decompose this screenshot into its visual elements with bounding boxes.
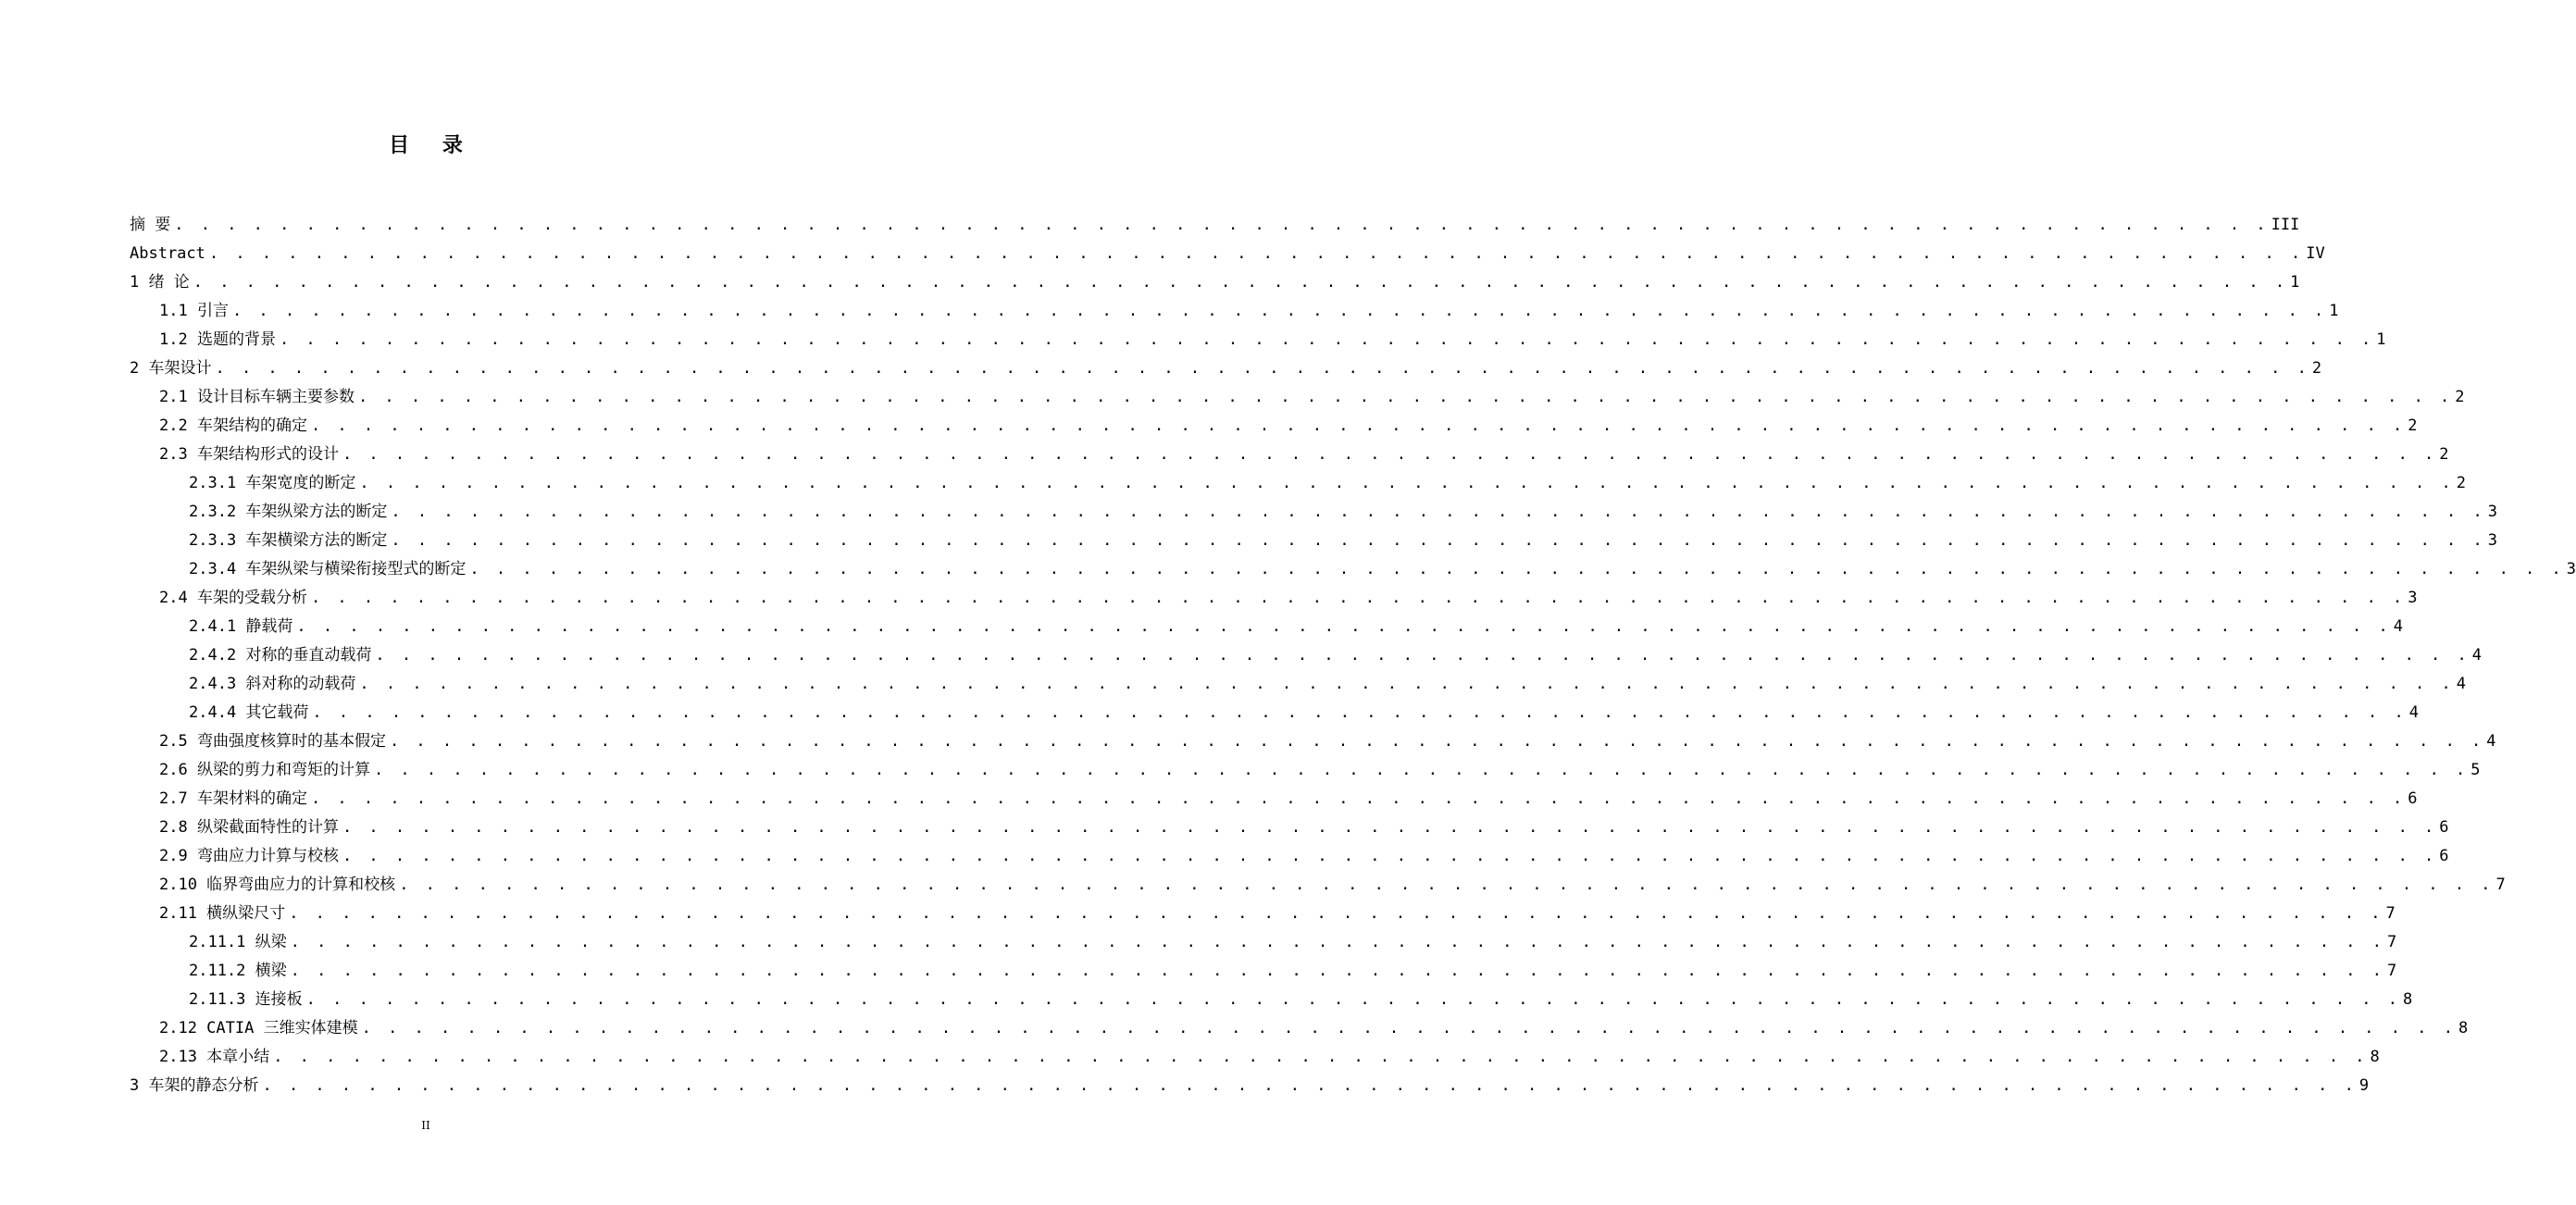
toc-entry[interactable] <box>130 613 2404 641</box>
toc-entry-label: 2.11.3 连接板 <box>189 990 303 1009</box>
dot-leader: . . . . . . . . . . . . . . . . . . . . . . . . . . . . . . . . . . . . . . . . . . . . . . . . . . . . . . . . . . . . . . . . . . . . . . . . . . . . . . . . <box>391 531 2486 550</box>
toc-entry-page: 3 <box>2487 503 2498 521</box>
toc-entry-page: 2 <box>2439 445 2449 464</box>
toc-entry[interactable] <box>130 957 2397 986</box>
toc-entry-page: 4 <box>2471 646 2483 665</box>
dot-leader: . . . . . . . . . . . . . . . . . . . . . . . . . . . . . . . . . . . . . . . . . . . . . . . . . . . . . . . . . . . . . . . . . . . . . . . . . . . . . . . . <box>290 962 2385 980</box>
toc-entry-page: 3 <box>2487 531 2498 550</box>
toc-entry-page: 7 <box>2387 962 2397 980</box>
toc-entry-label: 1 绪 论 <box>130 273 190 292</box>
toc-entry[interactable] <box>130 814 2449 842</box>
toc-entry[interactable] <box>130 641 2483 670</box>
toc-entry-label: 2.3 车架结构形式的设计 <box>159 445 339 464</box>
toc-entry-label: 2.1 设计目标车辆主要参数 <box>159 388 355 406</box>
toc-entry-label: 2.3.4 车架纵梁与横梁衔接型式的断定 <box>189 560 467 578</box>
dot-leader: . . . . . . . . . . . . . . . . . . . . . . . . . . . . . . . . . . . . . . . . . . . . . . . . . . . . . . . . . . . . . . . . . . . . . . . . . . . . . . . . <box>373 761 2470 779</box>
toc-entry-page: 4 <box>2393 617 2404 636</box>
toc-entry-label: 2.2 车架结构的确定 <box>159 416 307 435</box>
dot-leader: . . . . . . . . . . . . . . . . . . . . . . . . . . . . . . . . . . . . . . . . . . . . . . . . . . . . . . . . . . . . . . . . . . . . . . . . . . . . . . . . <box>359 474 2455 492</box>
toc-entry[interactable] <box>130 441 2449 469</box>
dot-leader: . . . . . . . . . . . . . . . . . . . . . . . . . . . . . . . . . . . . . . . . . . . . . . . . . . . . . . . . . . . . . . . . . . . . . . . . . . . . . . . . <box>310 589 2407 607</box>
dot-leader: . . . . . . . . . . . . . . . . . . . . . . . . . . . . . . . . . . . . . . . . . . . . . . . . . . . . . . . . . . . . . . . . . . . . . . . . . . . . . . . . <box>469 560 2565 578</box>
toc-entry[interactable] <box>130 1014 2469 1043</box>
toc-entry[interactable] <box>130 1043 2380 1072</box>
toc-entry-label: 2.11.2 横梁 <box>189 962 287 980</box>
toc-entry-label: 2.13 本章小结 <box>159 1048 270 1066</box>
toc-entry[interactable] <box>130 785 2418 814</box>
page-number: II <box>421 1119 430 1132</box>
toc-entry[interactable] <box>130 871 2506 900</box>
dot-leader: . . . . . . . . . . . . . . . . . . . . . . . . . . . . . . . . . . . . . . . . . . . . . . . . . . . . . . . . . . . . . . . . . . . . . . . . . . . . . . . . <box>359 675 2455 693</box>
toc-entry-label: 2 车架设计 <box>130 359 212 378</box>
dot-leader: . . . . . . . . . . . . . . . . . . . . . . . . . . . . . . . . . . . . . . . . . . . . . . . . . . . . . . . . . . . . . . . . . . . . . . . . . . . . . . . . <box>342 445 2438 464</box>
toc-entry-label: 2.4.1 静载荷 <box>189 617 293 636</box>
toc-entry-page: 2 <box>2455 388 2465 406</box>
toc-entry-page: 2 <box>2456 474 2467 492</box>
toc-entry-page: 8 <box>2370 1048 2380 1066</box>
toc-entry-page: 2 <box>2311 359 2322 378</box>
toc-entry-label: 2.10 临界弯曲应力的计算和校核 <box>159 876 396 894</box>
dot-leader: . . . . . . . . . . . . . . . . . . . . . . . . . . . . . . . . . . . . . . . . . . . . . . . . . . . . . . . . . . . . . . . . . . . . . . . . . . . . . . . . <box>279 330 2375 349</box>
toc-entry[interactable] <box>130 498 2498 527</box>
toc-entry-page: IV <box>2306 244 2325 263</box>
toc-entry[interactable] <box>130 986 2413 1014</box>
toc-entry-page: 1 <box>2329 302 2339 320</box>
toc-entry-page: III <box>2271 216 2300 234</box>
toc-entry-label: 2.4.4 其它载荷 <box>189 703 309 722</box>
dot-leader: . . . . . . . . . . . . . . . . . . . . . . . . . . . . . . . . . . . . . . . . . . . . . . . . . . . . . . . . . . . . . . . . . . . . . . . . . . . . . . . . <box>290 933 2385 951</box>
toc-entry-page: 6 <box>2408 789 2418 808</box>
toc-entry[interactable] <box>130 1072 2370 1100</box>
toc-entry-page: 7 <box>2495 876 2506 894</box>
toc-entry-label: 2.7 车架材料的确定 <box>159 789 307 808</box>
toc-entry-label: 1.1 引言 <box>159 302 229 320</box>
toc-entry-label: 2.8 纵梁截面特性的计算 <box>159 818 339 837</box>
dot-leader: . . . . . . . . . . . . . . . . . . . . . . . . . . . . . . . . . . . . . . . . . . . . . . . . . . . . . . . . . . . . . . . . . . . . . . . . . . . . . . . . <box>357 388 2454 406</box>
dot-leader: . . . . . . . . . . . . . . . . . . . . . . . . . . . . . . . . . . . . . . . . . . . . . . . . . . . . . . . . . . . . . . . . . . . . . . . . . . . . . . . . <box>273 1048 2369 1066</box>
toc-entry-label: 2.12 CATIA 三维实体建模 <box>159 1019 358 1037</box>
toc-entry[interactable] <box>130 670 2467 699</box>
toc-entry[interactable] <box>130 354 2322 383</box>
toc-entry[interactable] <box>130 584 2418 613</box>
toc-entry[interactable] <box>130 469 2467 498</box>
dot-leader: . . . . . . . . . . . . . . . . . . . . . . . . . . . . . . . . . . . . . . . . . . . . . . . . . . . . . . . . . . . . . . . . . . . . . . . . . . . . . . . . <box>391 503 2486 521</box>
toc-entry-label: 1.2 选题的背景 <box>159 330 276 349</box>
toc-entry-page: 8 <box>2403 990 2413 1009</box>
dot-leader: . . . . . . . . . . . . . . . . . . . . . . . . . . . . . . . . . . . . . . . . . . . . . . . . . . . . . . . . . . . . . . . . . . . . . . . . . . . . . . . . <box>342 847 2438 865</box>
dot-leader: . . . . . . . . . . . . . . . . . . . . . . . . . . . . . . . . . . . . . . . . . . . . . . . . . . . . . . . . . . . . . . . . . . . . . . . . . . . . . . . . <box>361 1019 2457 1037</box>
toc-entry-page: 3 <box>2566 560 2576 578</box>
toc-entry[interactable] <box>130 268 2300 297</box>
toc-entry-page: 7 <box>2387 933 2397 951</box>
toc-entry[interactable] <box>130 383 2465 412</box>
toc-entry[interactable] <box>130 900 2396 928</box>
dot-leader: . . . . . . . . . . . . . . . . . . . . . . . . . . . . . . . . . . . . . . . . . . . . . . . . . . . . . . . . . . . . . . . . . . . . . . . . . . . . . . . . <box>296 617 2392 636</box>
dot-leader: . . . . . . . . . . . . . . . . . . . . . . . . . . . . . . . . . . . . . . . . . . . . . . . . . . . . . . . . . . . . . . . . . . . . . . . . . . . . . . . . <box>305 990 2401 1009</box>
toc-entry-label: 2.3.1 车架宽度的断定 <box>189 474 356 492</box>
dot-leader: . . . . . . . . . . . . . . . . . . . . . . . . . . . . . . . . . . . . . . . . . . . . . . . . . . . . . . . . . . . . . . . . . . . . . . . . . . . . . . . . <box>208 244 2305 263</box>
toc-entry-label: Abstract <box>130 244 205 263</box>
dot-leader: . . . . . . . . . . . . . . . . . . . . . . . . . . . . . . . . . . . . . . . . . . . . . . . . . . . . . . . . . . . . . . . . . . . . . . . . . . . . . . . . <box>215 359 2310 378</box>
dot-leader: . . . . . . . . . . . . . . . . . . . . . . . . . . . . . . . . . . . . . . . . . . . . . . . . . . . . . . . . . . . . . . . . . . . . . . . . . . . . . . . . <box>262 1076 2358 1095</box>
toc-entry-page: 4 <box>2486 732 2496 751</box>
toc-entry[interactable] <box>130 326 2386 354</box>
toc-entry-page: 4 <box>2456 675 2467 693</box>
dot-leader: . . . . . . . . . . . . . . . . . . . . . . . . . . . . . . . . . . . . . . . . . . . . . . . . . . . . . . . . . . . . . . . . . . . . . . . . . . . . . . . . <box>375 646 2470 665</box>
toc-entry-page: 5 <box>2470 761 2481 779</box>
toc-entry-label: 2.4 车架的受载分析 <box>159 589 307 607</box>
toc-entry-label: 2.6 纵梁的剪力和弯矩的计算 <box>159 761 370 779</box>
toc-entry-label: 3 车架的静态分析 <box>130 1076 259 1095</box>
toc-entry-page: 1 <box>2290 273 2300 292</box>
toc-entry-page: 3 <box>2408 589 2418 607</box>
dot-leader: . . . . . . . . . . . . . . . . . . . . . . . . . . . . . . . . . . . . . . . . . . . . . . . . . . . . . . . . . . . . . . . . . . . . . . . . . . . . . . . . <box>312 703 2408 722</box>
toc-entry-page: 2 <box>2408 416 2418 435</box>
toc-entry[interactable] <box>130 928 2397 957</box>
toc-entry-page: 6 <box>2439 818 2449 837</box>
dot-leader: . . . . . . . . . . . . . . . . . . . . . . . . . . . . . . . . . . . . . . . . . . . . . . . . . . . . . . . . . . . . . . . . . . . . . . . . . . . . . . . . <box>310 789 2407 808</box>
toc-entry-label: 2.11.1 纵梁 <box>189 933 287 951</box>
toc-entry-label: 2.3.3 车架横梁方法的断定 <box>189 531 388 550</box>
toc-entry[interactable] <box>130 699 2420 727</box>
toc-entry-page: 7 <box>2385 904 2396 923</box>
dot-leader: . . . . . . . . . . . . . . . . . . . . . . . . . . . . . . . . . . . . . . . . . . . . . . . . . . . . . . . . . . . . . . . . . . . . . . . . . . . . . . . . <box>399 876 2495 894</box>
dot-leader: . . . . . . . . . . . . . . . . . . . . . . . . . . . . . . . . . . . . . . . . . . . . . . . . . . . . . . . . . . . . . . . . . . . . . . . . . . . . . . . . <box>289 904 2384 923</box>
table-of-contents <box>130 211 2576 1100</box>
dot-leader: . . . . . . . . . . . . . . . . . . . . . . . . . . . . . . . . . . . . . . . . . . . . . . . . . . . . . . . . . . . . . . . . . . . . . . . . . . . . . . . . <box>231 302 2328 320</box>
toc-entry-page: 6 <box>2439 847 2449 865</box>
toc-entry[interactable] <box>130 211 2300 240</box>
toc-entry[interactable] <box>130 842 2449 871</box>
toc-entry[interactable] <box>130 756 2481 785</box>
toc-entry[interactable] <box>130 412 2418 441</box>
toc-entry-label: 摘 要 <box>130 216 171 234</box>
toc-entry-page: 8 <box>2458 1019 2469 1037</box>
toc-entry-label: 2.4.2 对称的垂直动载荷 <box>189 646 372 665</box>
toc-entry-page: 1 <box>2376 330 2386 349</box>
page-title: 目 录 <box>389 134 476 157</box>
toc-entry-page: 4 <box>2408 703 2420 722</box>
dot-leader: . . . . . . . . . . . . . . . . . . . . . . . . . . . . . . . . . . . . . . . . . . . . . . . . . . . . . . . . . . . . . . . . . . . . . . . . . . . . . . . . <box>342 818 2438 837</box>
toc-entry-label: 2.4.3 斜对称的动载荷 <box>189 675 356 693</box>
dot-leader: . . . . . . . . . . . . . . . . . . . . . . . . . . . . . . . . . . . . . . . . . . . . . . . . . . . . . . . . . . . . . . . . . . . . . . . . . . . . . . . . <box>193 273 2289 292</box>
dot-leader: . . . . . . . . . . . . . . . . . . . . . . . . . . . . . . . . . . . . . . . . . . . . . . . . . . . . . . . . . . . . . . . . . . . . . . . . . . . . . . . . <box>310 416 2407 435</box>
toc-entry-label: 2.11 横纵梁尺寸 <box>159 904 286 923</box>
toc-entry[interactable] <box>130 555 2576 584</box>
dot-leader: . . . . . . . . . . . . . . . . . . . . . . . . . . . . . . . . . . . . . . . . . . . . . . . . . . . . . . . . . . . . . . . . . . . . . . . . . . . . . . . . <box>389 732 2485 751</box>
toc-entry-label: 2.9 弯曲应力计算与校核 <box>159 847 339 865</box>
toc-entry[interactable] <box>130 727 2496 756</box>
toc-entry[interactable] <box>130 527 2498 555</box>
toc-entry-label: 2.3.2 车架纵梁方法的断定 <box>189 503 388 521</box>
toc-entry[interactable] <box>130 240 2325 268</box>
dot-leader: . . . . . . . . . . . . . . . . . . . . . . . . . . . . . . . . . . . . . . . . . . . . . . . . . . . . . . . . . . . . . . . . . . . . . . . . . . . . . . . . <box>174 216 2270 234</box>
toc-entry-page: 9 <box>2358 1076 2370 1095</box>
toc-entry-label: 2.5 弯曲强度核算时的基本假定 <box>159 732 386 751</box>
toc-entry[interactable] <box>130 297 2339 326</box>
